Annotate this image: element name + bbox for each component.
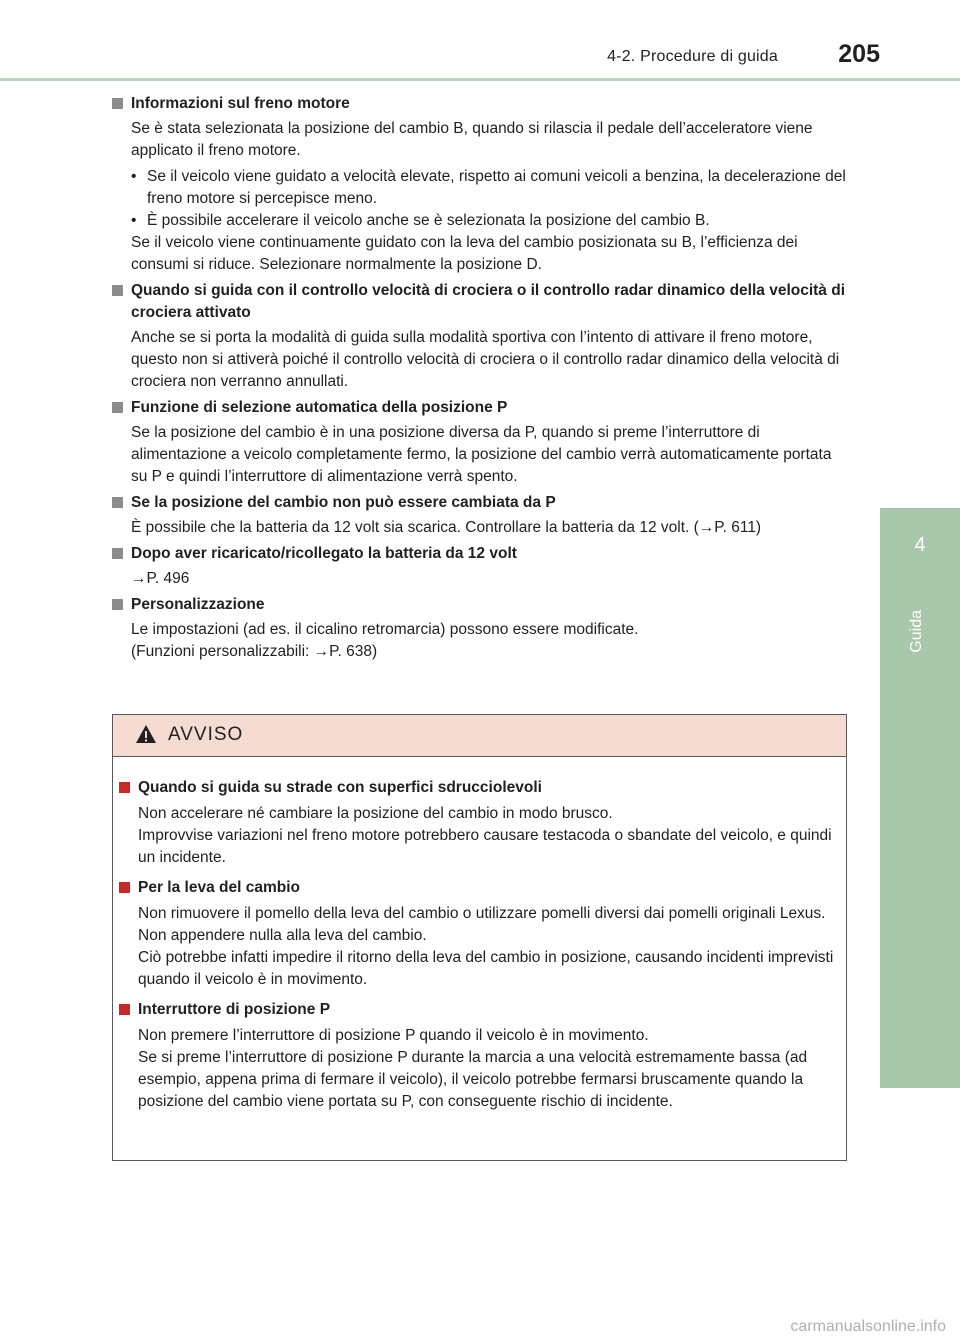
warning-header — [113, 715, 846, 757]
warning-item-heading: Per la leva del cambio — [119, 877, 835, 899]
page-number: 205 — [838, 40, 880, 68]
text-line: Se si preme l’interruttore di posizione P durante la marcia a una velocità estremamente bassa (ad esempio, appena prima di fermare il veicolo), il veicolo potrebbe fermarsi bruscamente quando la posizione del cambio viene portata su P, con conseguente rischio di incidente. — [138, 1049, 808, 1110]
section-text: Anche se si porta la modalità di guida sulla modalità sportiva con l’intento di attivare il freno motore, questo non si attiverà poiché il controllo velocità di crociera o il controllo radar dinamico della velocità di crociera non verranno annullati. — [131, 329, 840, 390]
section-heading: Se la posizione del cambio non può essere cambiata da P — [112, 492, 852, 514]
square-bullet-icon — [112, 548, 123, 559]
warning-title: AVVISO — [168, 724, 244, 745]
section-heading: Dopo aver ricaricato/ricollegato la batteria da 12 volt — [112, 543, 852, 565]
list-item: • Se il veicolo viene guidato a velocità elevate, rispetto ai comuni veicoli a benzina, la decelerazione del freno motore si percepisce meno. — [131, 168, 846, 207]
info-section — [112, 492, 852, 539]
warning-item — [119, 999, 835, 1113]
text-line: Improvvise variazioni nel freno motore potrebbero causare testacoda o sbandate del veicolo, e quindi un incidente. — [138, 827, 832, 866]
text-line: Non accelerare né cambiare la posizione del cambio in modo brusco. — [138, 805, 613, 822]
section-heading: Personalizzazione — [112, 594, 852, 616]
warning-item-heading: Quando si guida su strade con superfici sdrucciolevoli — [119, 777, 835, 799]
warning-item-heading: Interruttore di posizione P — [119, 999, 835, 1021]
main-content — [112, 93, 852, 667]
section-heading: Funzione di selezione automatica della posizione P — [112, 397, 852, 419]
info-section — [112, 594, 852, 663]
header-divider — [0, 78, 960, 81]
text-line: (Funzioni personalizzabili: →P. 638) — [131, 643, 378, 660]
square-bullet-icon — [119, 782, 130, 793]
square-bullet-icon — [112, 599, 123, 610]
info-section — [112, 397, 852, 488]
section-text: Se la posizione del cambio è in una posizione diversa da P, quando si preme l’interruttore di alimentazione a veicolo completamente fermo, la posizione del cambio verrà automaticamente portata su P e quindi l’interruttore di alimentazione verrà spento. — [131, 424, 832, 485]
warning-body — [113, 757, 835, 1113]
text-line: Non premere l’interruttore di posizione P quando il veicolo è in movimento. — [138, 1027, 649, 1044]
warning-item — [119, 777, 835, 869]
section-text: È possibile che la batteria da 12 volt sia scarica. Controllare la batteria da 12 volt. (→P. 611) — [131, 519, 762, 536]
text-line: Non rimuovere il pomello della leva del cambio o utilizzare pomelli diversi dai pomelli originali Lexus. Non appendere nulla alla leva del cambio. — [138, 905, 826, 944]
warning-triangle-icon — [135, 724, 157, 749]
section-text: Se il veicolo viene continuamente guidato con la leva del cambio posizionata su B, l’efficienza dei consumi si riduce. Selezionare normalmente la posizione D. — [131, 234, 798, 273]
warning-item-text — [119, 1025, 835, 1113]
warning-item-text — [119, 903, 835, 991]
square-bullet-icon — [112, 98, 123, 109]
square-bullet-icon — [119, 1004, 130, 1015]
info-section — [112, 543, 852, 590]
section-text — [112, 619, 852, 663]
text-line: Le impostazioni (ad es. il cicalino retromarcia) possono essere modificate. — [131, 621, 639, 638]
bullet-dot-icon: • — [131, 212, 137, 229]
section-heading: Quando si guida con il controllo velocità di crociera o il controllo radar dinamico della velocità di crociera attivato — [112, 280, 852, 324]
text-line: Ciò potrebbe infatti impedire il ritorno della leva del cambio in posizione, causando incidenti imprevisti quando il veicolo è in movimento. — [138, 949, 834, 988]
chapter-number: 4 — [914, 534, 926, 556]
list-item: • È possibile accelerare il veicolo anche se è selezionata la posizione del cambio B. — [131, 210, 852, 232]
warning-item — [119, 877, 835, 991]
section-text: Se è stata selezionata la posizione del cambio B, quando si rilascia il pedale dell’acceleratore viene applicato il freno motore. — [131, 120, 813, 159]
bullet-dot-icon: • — [131, 168, 137, 185]
info-section — [112, 280, 852, 393]
square-bullet-icon — [119, 882, 130, 893]
warning-box — [112, 714, 847, 1161]
section-heading: Informazioni sul freno motore — [112, 93, 852, 115]
page-reference-link[interactable]: →P. 496 — [131, 570, 190, 587]
chapter-label: Guida — [908, 610, 925, 653]
watermark-text: carmanualsonline.info — [790, 1318, 946, 1335]
bullet-list — [112, 166, 852, 232]
square-bullet-icon — [112, 402, 123, 413]
warning-item-text — [119, 803, 835, 869]
info-section — [112, 93, 852, 276]
chapter-side-tab — [880, 508, 960, 1088]
header-section-title: 4-2. Procedure di guida — [607, 48, 778, 65]
square-bullet-icon — [112, 285, 123, 296]
square-bullet-icon — [112, 497, 123, 508]
